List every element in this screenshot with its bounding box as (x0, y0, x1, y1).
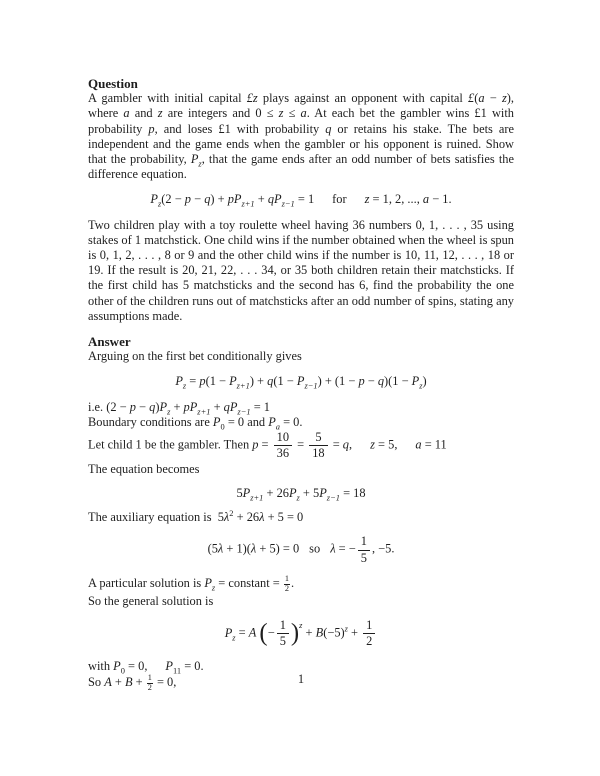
answer-line-arguing: Arguing on the first bet conditionally gives (88, 349, 302, 364)
answer-line-with-conditions: with $P_0 = 0$, $P_{11} = 0$. (88, 658, 204, 676)
general-solution-equation: $P_z = A$ (− $\frac{1}{5}$ )$^z + B(-5)^z$ + $\frac{1}{2}$ (88, 618, 514, 650)
difference-equation: $P_z(2 - p - q) + pP_{z+1} + qP_{z-1} = 1$ for z = 1, 2, ..., a − 1. (150, 192, 452, 209)
answer-line-so-sum: So A + B + $\frac{1}{2}$ = 0, (88, 672, 177, 692)
question-heading: Question (88, 76, 138, 91)
page-number: 1 (297, 672, 305, 686)
answer-line-auxiliary-equation: The auxiliary equation is $5\lambda^2 + 26\lambda + 5 = 0$ (88, 508, 304, 525)
answer-line-boundary-conditions: Boundary conditions are $P_0 = 0$ and $P_a = 0$. (88, 414, 303, 432)
answer-heading: Answer (88, 334, 131, 350)
answer-line-ie: i.e. $(2 - p - q)P_z + pP_{z+1} + qP_{z-1} = 1$ (88, 399, 270, 417)
recurrence-equation: $5P_{z+1} + 26P_z + 5P_{z-1} = 18$ (236, 486, 366, 503)
question-paragraph-roulette: Two children play with a toy roulette wheel having 36 numbers 0, 1, . . . , 35 using stakes of 1 matchstick. One child wins if the number obtained when the wheel is spun is 0, 1, 2, . . . , 8 or 9 and the other child wins if the number is 10, 11, 12, . . . , 18 or 19. If the result is 20, 21, 22, . . . 34, or 35 both children retain their matchsticks. If the first child has 5 matchsticks and the second has 6, find the probability the one other of the children runs out of matchsticks after an odd number of spins, stating any assumptions made. (88, 217, 514, 323)
answer-line-particular-solution: A particular solution is $P_z$ = constant = $\frac{1}{2}$ . (88, 574, 295, 593)
answer-line-equation-becomes: The equation becomes (88, 461, 200, 476)
conditional-probability-equation: $P_z = p(1 - P_{z+1}) + q(1 - P_{z-1}) + (1 - p - q)(1 - P_z)$ (175, 374, 427, 391)
answer-line-general-solution: So the general solution is (88, 593, 214, 608)
question-paragraph-gambler: A gambler with initial capital £z plays against an opponent with capital £(a − z), where a and z are integers and 0 ≤ z ≤ a. At each bet the gambler wins £1 with probability p, and loses £1 with probability q or retains his stake. The bets are independent and the game ends when the gambler or his opponent is ruined. Show that the probability, $P_z$, that the game ends after an odd number of bets satisfies the difference equation. (88, 91, 514, 182)
answer-line-let-child: Let child 1 be the gambler. Then p = $\frac{10}{36}$ = $\frac{5}{18}$ = q, z = 5, a = 11 (88, 430, 447, 461)
document-content (88, 76, 514, 692)
auxiliary-roots-equation: (5λ + 1)(λ + 5) = 0 so λ = − $\frac{1}{5}$ , −5. (207, 534, 395, 565)
